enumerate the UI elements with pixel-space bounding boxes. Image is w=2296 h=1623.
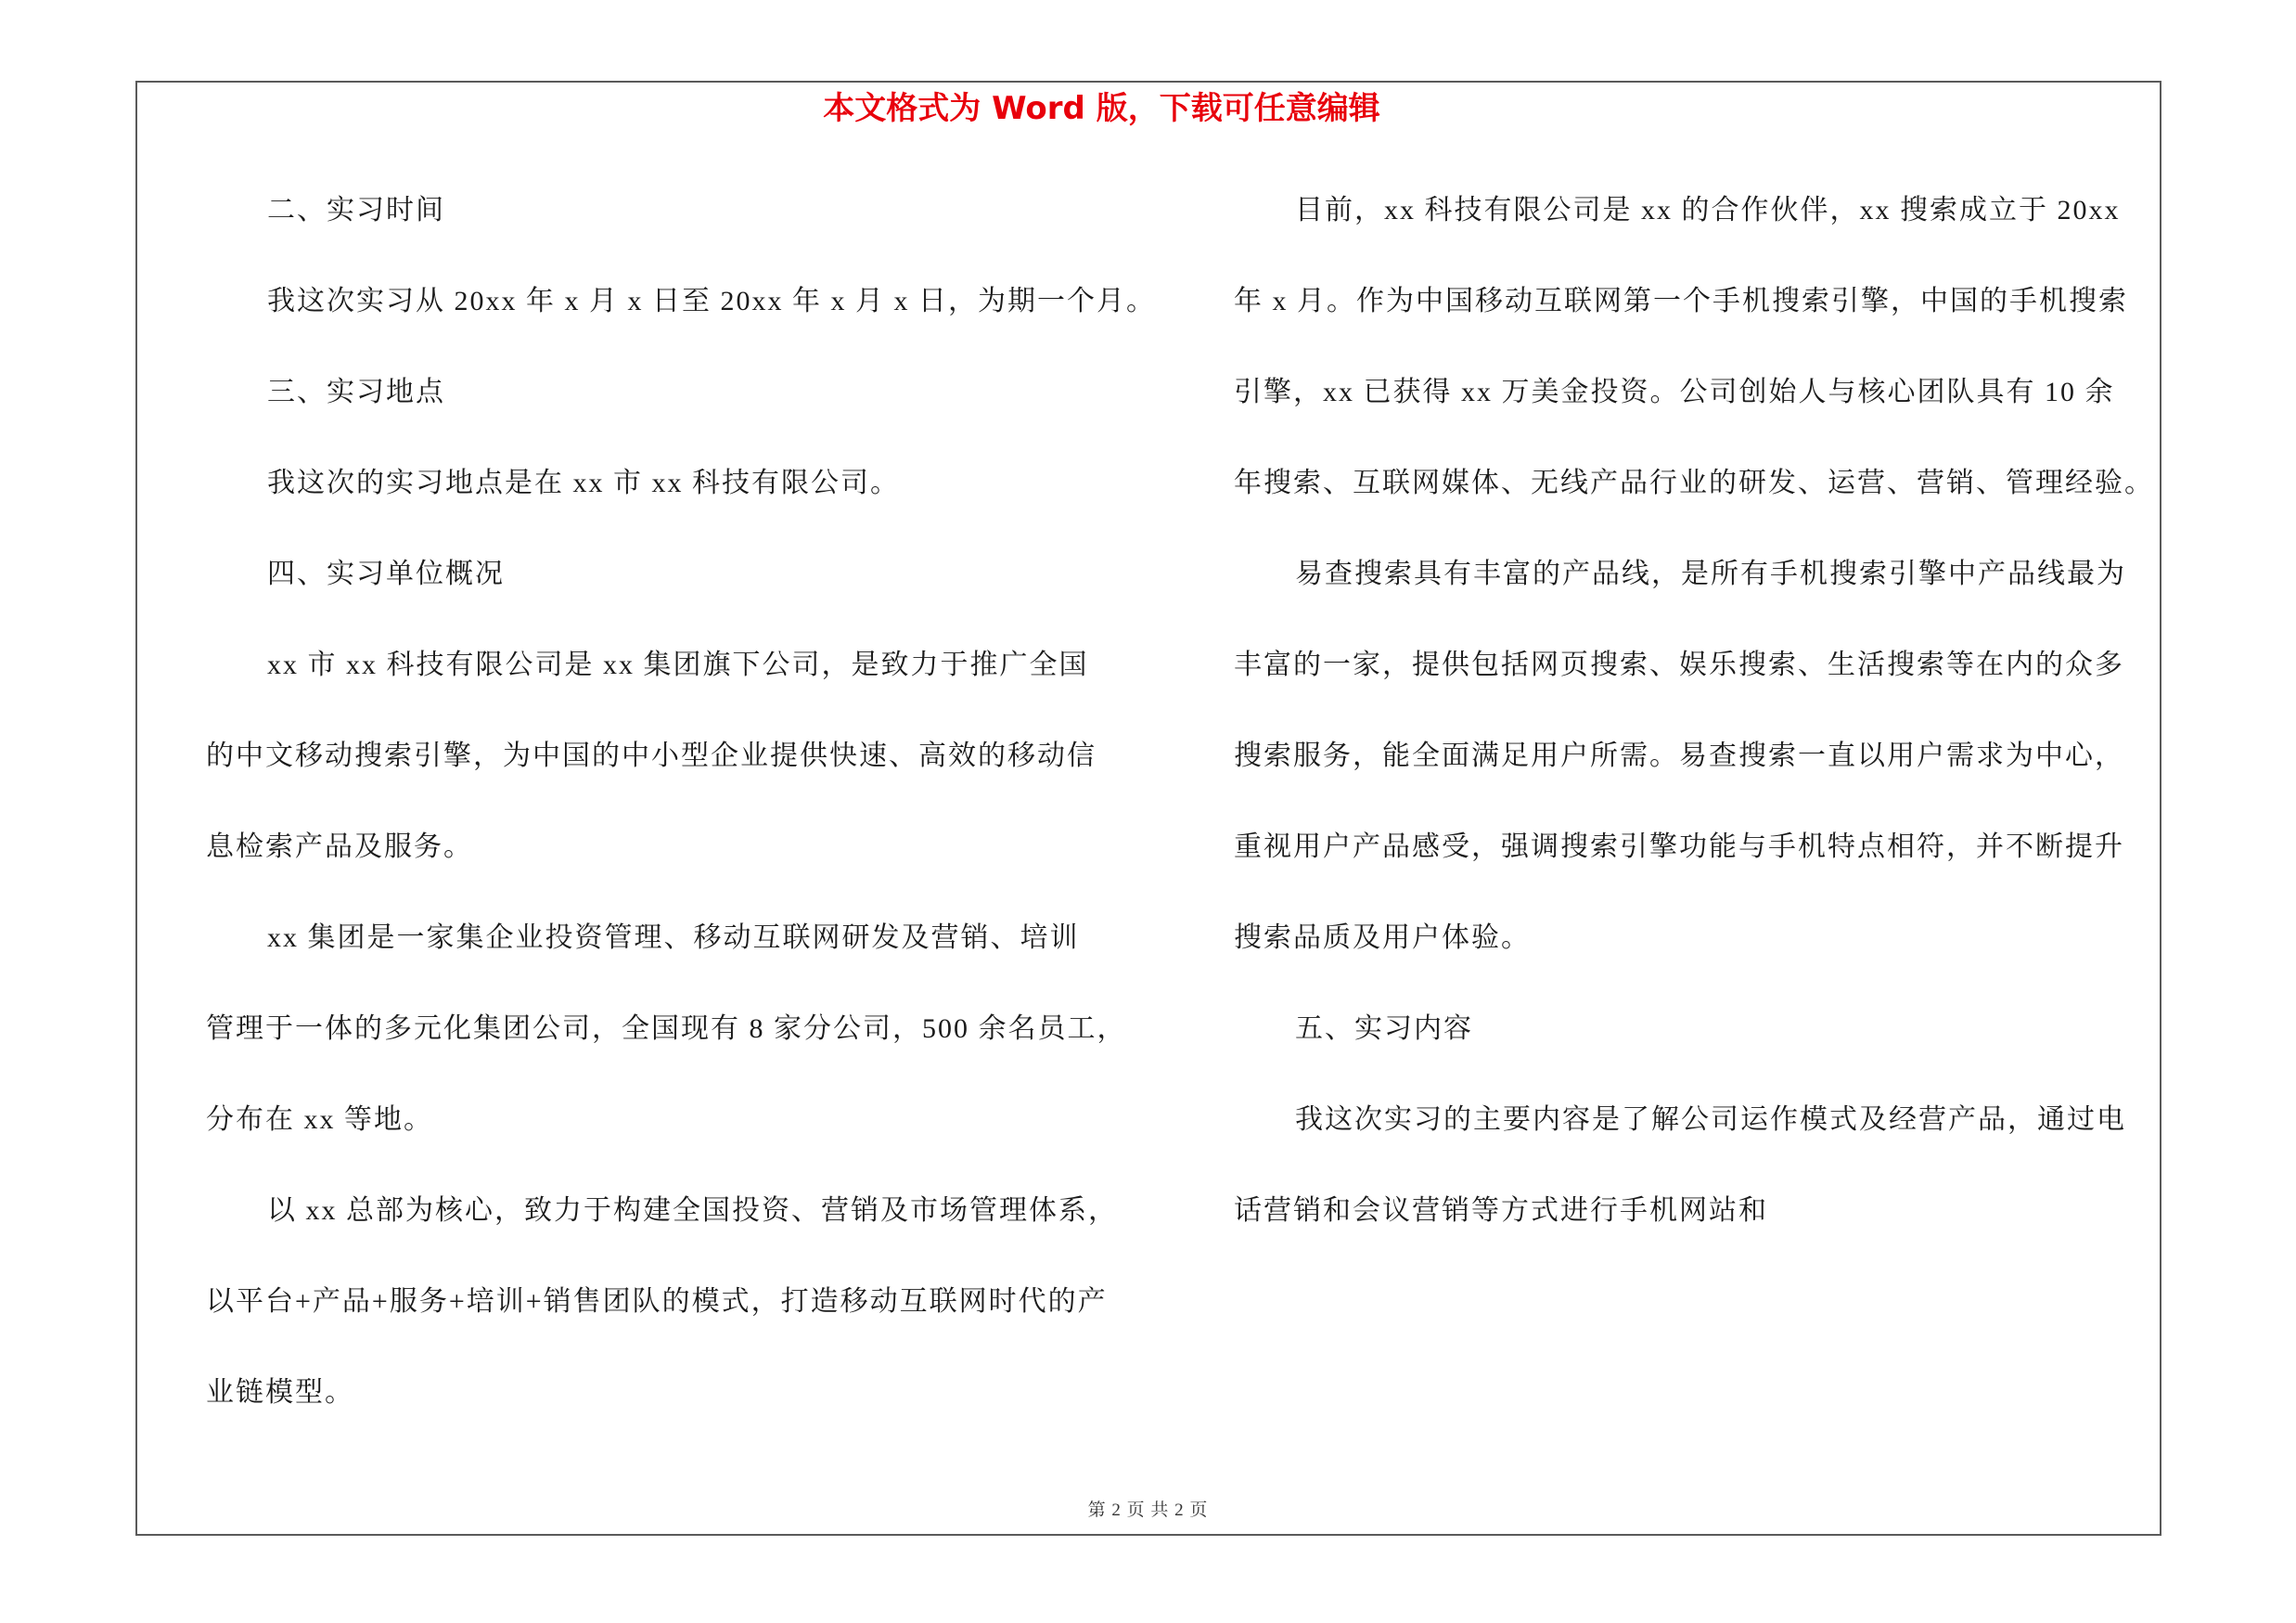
text-line: 目前，xx 科技有限公司是 xx 的合作伙伴，xx 搜索成立于 20xx — [1295, 195, 2121, 225]
text-line: 我这次实习的主要内容是了解公司运作模式及经营产品，通过电 — [1295, 1104, 2126, 1135]
paragraph — [206, 256, 1189, 347]
text-line: 重视用户产品感受，强调搜索引擎功能与手机特点相符，并不断提升 — [1234, 831, 2124, 862]
text-line: 四、实习单位概况 — [267, 559, 505, 589]
text-line: 丰富的一家，提供包括网页搜索、娱乐搜索、生活搜索等在内的众多 — [1234, 650, 2124, 680]
text-line: 息检索产品及服务。 — [206, 831, 473, 862]
text-line: 三、实习地点 — [267, 377, 445, 407]
text-line: 年 x 月。作为中国移动互联网第一个手机搜索引擎，中国的手机搜索 — [1234, 286, 2128, 316]
paragraph — [1234, 165, 2161, 529]
left-text-column — [206, 165, 1189, 1438]
paragraph — [1234, 529, 2161, 984]
paragraph — [206, 620, 1189, 893]
text-line: 年搜索、互联网媒体、无线产品行业的研发、运营、营销、管理经验。 — [1234, 468, 2154, 498]
page-number-footer: 第 2 页 共 2 页 — [1087, 1501, 1209, 1520]
text-line: 五、实习内容 — [1295, 1013, 1473, 1044]
text-line: 管理于一体的多元化集团公司，全国现有 8 家分公司，500 余名员工， — [206, 1013, 1127, 1044]
paragraph — [206, 438, 1189, 529]
section-heading-internship-time — [206, 165, 1189, 256]
text-line: 话营销和会议营销等方式进行手机网站和 — [1234, 1195, 1768, 1226]
text-line: 分布在 xx 等地。 — [206, 1104, 433, 1135]
text-line: 我这次实习从 20xx 年 x 月 x 日至 20xx 年 x 月 x 日，为期一个月。 — [267, 286, 1156, 316]
text-line: 我这次的实习地点是在 xx 市 xx 科技有限公司。 — [267, 468, 900, 498]
text-line: 引擎，xx 已获得 xx 万美金投资。公司创始人与核心团队具有 10 余 — [1234, 377, 2115, 407]
text-line: 的中文移动搜索引擎，为中国的中小型企业提供快速、高效的移动信 — [206, 741, 1097, 771]
section-heading-company-overview — [206, 529, 1189, 620]
paragraph — [206, 893, 1189, 1166]
text-line: 以 xx 总部为核心，致力于构建全国投资、营销及市场管理体系， — [267, 1195, 1118, 1226]
text-line: xx 集团是一家集企业投资管理、移动互联网研发及营销、培训 — [267, 922, 1080, 953]
paragraph — [1234, 1075, 2161, 1256]
section-heading-internship-content — [1234, 984, 2161, 1075]
text-line: 搜索品质及用户体验。 — [1234, 922, 1531, 953]
text-line: 业链模型。 — [206, 1377, 354, 1408]
paragraph — [206, 1166, 1189, 1438]
text-line: 搜索服务，能全面满足用户所需。易查搜索一直以用户需求为中心， — [1234, 741, 2124, 771]
section-heading-internship-location — [206, 347, 1189, 438]
text-line: xx 市 xx 科技有限公司是 xx 集团旗下公司，是致力于推广全国 — [267, 650, 1089, 680]
text-line: 二、实习时间 — [267, 195, 445, 225]
text-line: 以平台+产品+服务+培训+销售团队的模式，打造移动互联网时代的产 — [206, 1286, 1108, 1317]
format-notice-header: 本文格式为 Word 版，下载可任意编辑 — [823, 90, 1380, 127]
right-text-column — [1234, 165, 2161, 1256]
text-line: 易查搜索具有丰富的产品线，是所有手机搜索引擎中产品线最为 — [1295, 559, 2126, 589]
